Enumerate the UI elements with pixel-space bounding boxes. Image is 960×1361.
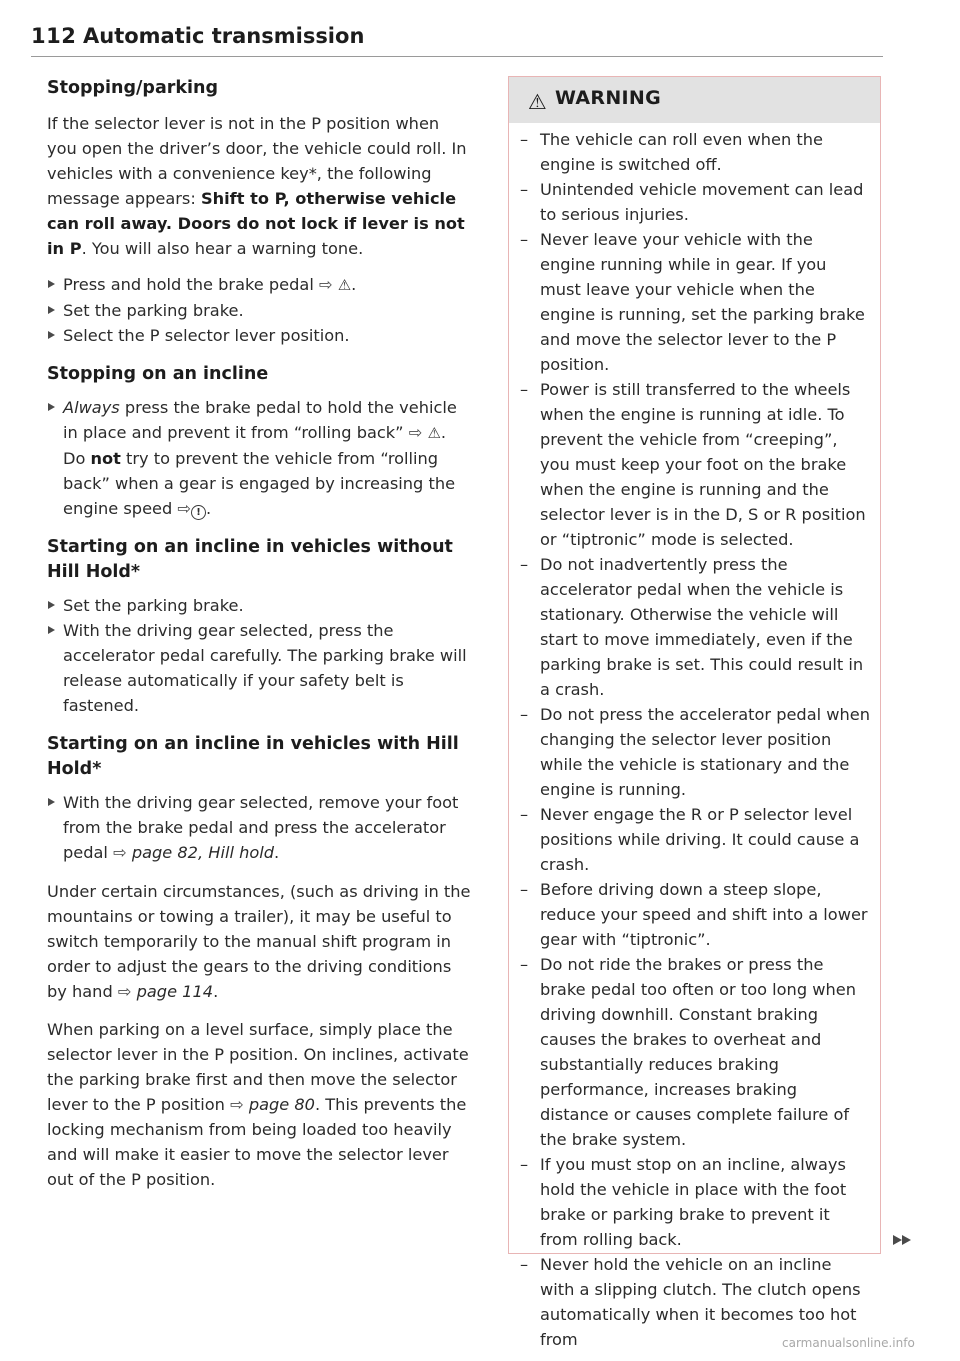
warning-body [509, 123, 880, 1352]
parking-paragraph: When parking on a level surface, simply place the selector lever in the P position. On inclines, activate the parking brake first and then move the selector lever to the P position ⇨ page 80. This prevents the locking mechanism from being loaded too heavily and will make it easier to move the selector lever out of the P position. [47, 1020, 469, 1189]
no-hill-hold-heading: Starting on an incline in vehicles without Hill Hold* [47, 537, 453, 582]
hill-hold-heading: Starting on an incline in vehicles with Hill Hold* [47, 734, 459, 779]
step-press-accelerator: With the driving gear selected, press the accelerator pedal carefully. The parking brake will release automatically if your safety belt is fastened. [47, 618, 472, 718]
footer-watermark: carmanualsonline.info [782, 1336, 915, 1350]
reference-arrow: ⇨ [230, 1095, 244, 1114]
warning-triangle-icon: ⚠ [528, 90, 547, 114]
warning-item: – Do not press the accelerator pedal when changing the selector lever position while the vehicle is stationary and the engine is running. [520, 702, 870, 802]
reference-arrow: ⇨ [318, 275, 333, 294]
reference-arrow: ⇨ [408, 423, 423, 442]
page-link[interactable]: page 80 [248, 1095, 315, 1114]
continue-arrow-icon [902, 1235, 911, 1245]
manual-shift-paragraph: Under certain circumstances, (such as driving in the mountains or towing a trailer), it may be useful to switch temporarily to the manual shift program in order to adjust the gears to the driving conditions by hand ⇨ page 114. [47, 882, 471, 1001]
stopping-paragraph: If the selector lever is not in the P position when you open the driver’s door, the vehicle could roll. In vehicles with a convenience key*, the following message appears: Shift to P, otherwise vehicle can roll away. Doors do not lock if lever is not in P. You will also hear a warning tone. [47, 114, 467, 258]
step-set-parking-brake: Set the parking brake. [47, 593, 472, 618]
warning-item: – Power is still transferred to the wheels when the engine is running at idle. To prevent the vehicle from “creeping”, you must keep your foot on the brake when the engine is running and the selector lever is in the D, S or R position or “tiptronic” mode is selected. [520, 377, 870, 552]
warning-title: WARNING [555, 87, 662, 109]
warning-item: – Do not inadvertently press the accelerator pedal when the vehicle is stationary. Otherwise the vehicle will start to move immediately, even if the parking brake is set. This could result in a crash. [520, 552, 870, 702]
incline-heading: Stopping on an incline [47, 364, 269, 384]
warning-item: – If you must stop on an incline, always hold the vehicle in place with the foot brake or parking brake to prevent it from rolling back. [520, 1152, 870, 1252]
step-parking-brake: Set the parking brake. [47, 298, 472, 323]
reference-arrow: ⇨ [177, 499, 191, 518]
step-incline: Always press the brake pedal to hold the vehicle in place and prevent it from “rolling back” ⇨ ⚠. Do not try to prevent the vehicle from “rolling back” when a gear is engaged by increasing the engine speed ⇨ ! . [47, 395, 472, 521]
left-column [47, 76, 472, 1192]
warning-item: – The vehicle can roll even when the engine is switched off. [520, 127, 870, 177]
warning-item: – Never leave your vehicle with the engine running while in gear. If you must leave your vehicle when the engine is running, set the parking brake and move the selector lever to the P position. [520, 227, 870, 377]
page-number: 112 [31, 24, 77, 48]
page-link[interactable]: page 82, Hill hold [131, 843, 275, 862]
warning-item: – Never engage the R or P selector level positions while driving. It could cause a crash. [520, 802, 870, 877]
reference-arrow: ⇨ [113, 843, 127, 862]
warning-triangle-icon: ⚠ [427, 424, 441, 442]
step-hill-hold: With the driving gear selected, remove your foot from the brake pedal and press the accelerator pedal ⇨ page 82, Hill hold. [47, 790, 472, 865]
step-press-brake: Press and hold the brake pedal ⇨ ⚠. [47, 272, 472, 298]
step-select-p: Select the P selector lever position. [47, 323, 472, 348]
stopping-heading: Stopping/parking [47, 78, 219, 98]
continue-arrow-icon [893, 1235, 902, 1245]
warning-item: – Unintended vehicle movement can lead to serious injuries. [520, 177, 870, 227]
warning-item: – Never hold the vehicle on an incline with a slipping clutch. The clutch opens automatically when it becomes too hot from [520, 1252, 870, 1352]
warning-item: – Before driving down a steep slope, reduce your speed and shift into a lower gear with “tiptronic”. [520, 877, 870, 952]
warning-header [509, 77, 880, 123]
warning-item: – Do not ride the brakes or press the brake pedal too often or too long when driving downhill. Constant braking causes the brakes to overheat and substantially reduces braking performance, increases braking distance or causes complete failure of the brake system. [520, 952, 870, 1152]
reference-arrow: ⇨ [117, 982, 132, 1001]
page-link[interactable]: page 114 [136, 982, 214, 1001]
shift-message: Shift to P, otherwise vehicle can roll away. Doors do not lock if lever is not in P [47, 189, 465, 258]
chapter-title: Automatic transmission [83, 24, 365, 48]
notice-icon: ! [191, 505, 206, 520]
warning-triangle-icon: ⚠ [337, 276, 352, 294]
page-header [31, 24, 883, 57]
